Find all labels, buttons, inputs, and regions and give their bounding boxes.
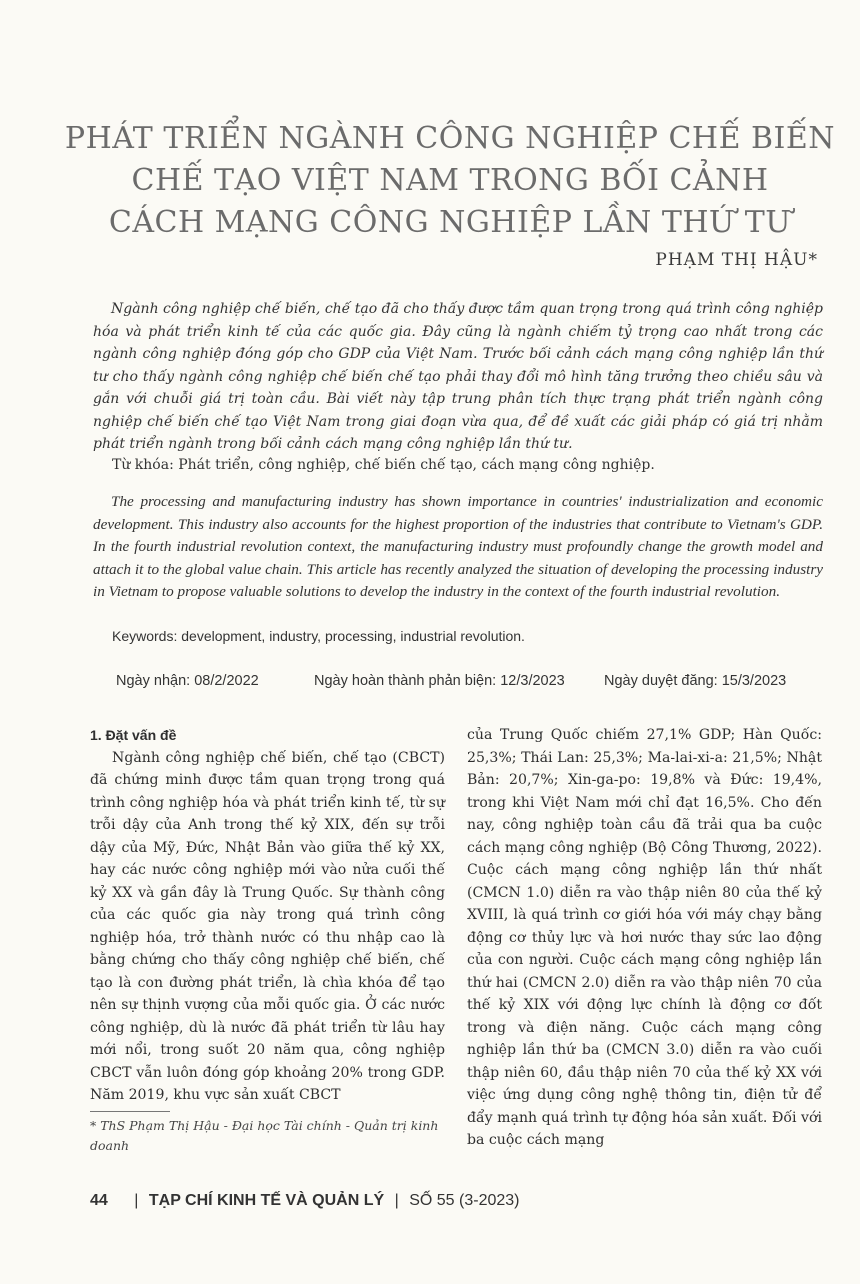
author-footnote: * ThS Phạm Thị Hậu - Đại học Tài chính - Quản trị kinh doanh bbox=[90, 1118, 439, 1153]
date-approved: Ngày duyệt đăng: 15/3/2023 bbox=[604, 673, 787, 689]
title-line: CÁCH MẠNG CÔNG NGHIỆP LẦN THỨ TƯ bbox=[108, 205, 792, 240]
date-reviewed: Ngày hoàn thành phản biện: 12/3/2023 bbox=[314, 673, 565, 689]
footer-separator: | bbox=[134, 1192, 139, 1209]
issue-number: SỐ 55 (3-2023) bbox=[409, 1192, 520, 1209]
body-paragraph: của Trung Quốc chiếm 27,1% GDP; Hàn Quốc: 25,3%; Thái Lan: 25,3%; Ma-lai-xi-a: 21,5%; Nhật Bản: 20,7%; Xin-ga-po: 19,8% và Đức: 19,4%, trong khi Việt Nam mới chỉ đạt 16,5%. Cho đến nay, công nghiệp toàn cầu đã trải qua ba cuộc cách mạng công nghiệp (Bộ Công Thương, 2022). Cuộc cách mạng công nghiệp lần thứ nhất (CMCN 1.0) diễn ra vào thập niên 80 của thế kỷ XVIII, là quá trình cơ giới hóa với máy chạy bằng động cơ thủy lực và hơi nước thay sức lao động của con người. Cuộc cách mạng công nghiệp lần thứ hai (CMCN 2.0) diễn ra vào thập niên 70 của thế kỷ XIX với động lực chính là động cơ đốt trong và điện năng. Cuộc cách mạng công nghiệp lần thứ ba (CMCN 3.0) diễn ra vào cuối thập niên 60, đầu thập niên 70 của thế kỷ XX với việc ứng dụng công nghệ thông tin, điện tử để đẩy mạnh quá trình tự động hóa sản xuất. Đối với ba cuộc cách mạng bbox=[467, 727, 822, 1148]
date-received: Ngày nhận: 08/2/2022 bbox=[116, 673, 259, 689]
body-column-left bbox=[90, 724, 445, 1107]
abstract-vietnamese: Ngành công nghiệp chế biến, chế tạo đã cho thấy được tầm quan trọng trong quá trình công nghiệp hóa và phát triển kinh tế của các quốc gia. Đây cũng là ngành chiếm tỷ trọng cao nhất trong các ngành công nghiệp đóng góp cho GDP của Việt Nam. Trước bối cảnh cách mạng công nghiệp lần thứ tư cho thấy ngành công nghiệp chế biến chế tạo phải thay đổi mô hình tăng trưởng theo chiều sâu và gắn với chuỗi giá trị toàn cầu. Bài viết này tập trung phân tích thực trạng phát triển ngành công nghiệp chế biến chế tạo Việt Nam trong giai đoạn vừa qua, để đề xuất các giải pháp có giá trị nhằm phát triển ngành trong bối cảnh cách mạng công nghiệp lần thứ tư. bbox=[93, 301, 823, 452]
author-name: PHẠM THỊ HẬU* bbox=[655, 250, 818, 270]
footnote-divider bbox=[90, 1111, 170, 1112]
page-footer bbox=[90, 1192, 519, 1210]
section-heading: 1. Đặt vấn đề bbox=[90, 727, 177, 743]
title-line: CHẾ TẠO VIỆT NAM TRONG BỐI CẢNH bbox=[131, 163, 769, 198]
body-column-right bbox=[467, 724, 822, 1152]
body-paragraph: Ngành công nghiệp chế biến, chế tạo (CBCT) đã chứng minh được tầm quan trọng trong quá trình công nghiệp hóa và phát triển kinh tế, từ sự trỗi dậy của Anh trong thế kỷ XIX, đến sự trỗi dậy của Mỹ, Đức, Nhật Bản vào giữa thế kỷ XX, hay các nước công nghiệp mới vào nửa cuối thế kỷ XX và gần đây là Trung Quốc. Sự thành công của các quốc gia này trong quá trình công nghiệp hóa, trở thành nước có thu nhập cao là bằng chứng cho thấy công nghiệp chế biến, chế tạo là con đường phát triển, là chìa khóa để tạo nên sự thịnh vượng của mỗi quốc gia. Ở các nước công nghiệp, dù là nước đã phát triển từ lâu hay mới nổi, trong suốt 20 năm qua, công nghiệp CBCT vẫn luôn đóng góp khoảng 20% trong GDP. Năm 2019, khu vực sản xuất CBCT bbox=[90, 749, 445, 1103]
page-number: 44 bbox=[90, 1192, 108, 1209]
article-title bbox=[40, 118, 860, 244]
journal-name: TẠP CHÍ KINH TẾ VÀ QUẢN LÝ bbox=[148, 1192, 385, 1209]
keywords-english: Keywords: development, industry, processing, industrial revolution. bbox=[112, 628, 525, 644]
abstract-english: The processing and manufacturing industry has shown importance in countries' industrialization and economic development. This industry also accounts for the highest proportion of the industries that contribute to Vietnam's GDP. In the fourth industrial revolution context, the manufacturing industry must profoundly change the growth model and attach it to the global value chain. This article has recently analyzed the situation of developing the processing industry in Vietnam to propose valuable solutions to develop the industry in the context of the fourth industrial revolution. bbox=[93, 493, 823, 600]
title-line: PHÁT TRIỂN NGÀNH CÔNG NGHIỆP CHẾ BIẾN bbox=[64, 121, 836, 156]
footer-separator: | bbox=[394, 1192, 399, 1209]
keywords-vietnamese: Từ khóa: Phát triển, công nghiệp, chế biến chế tạo, cách mạng công nghiệp. bbox=[112, 457, 655, 473]
